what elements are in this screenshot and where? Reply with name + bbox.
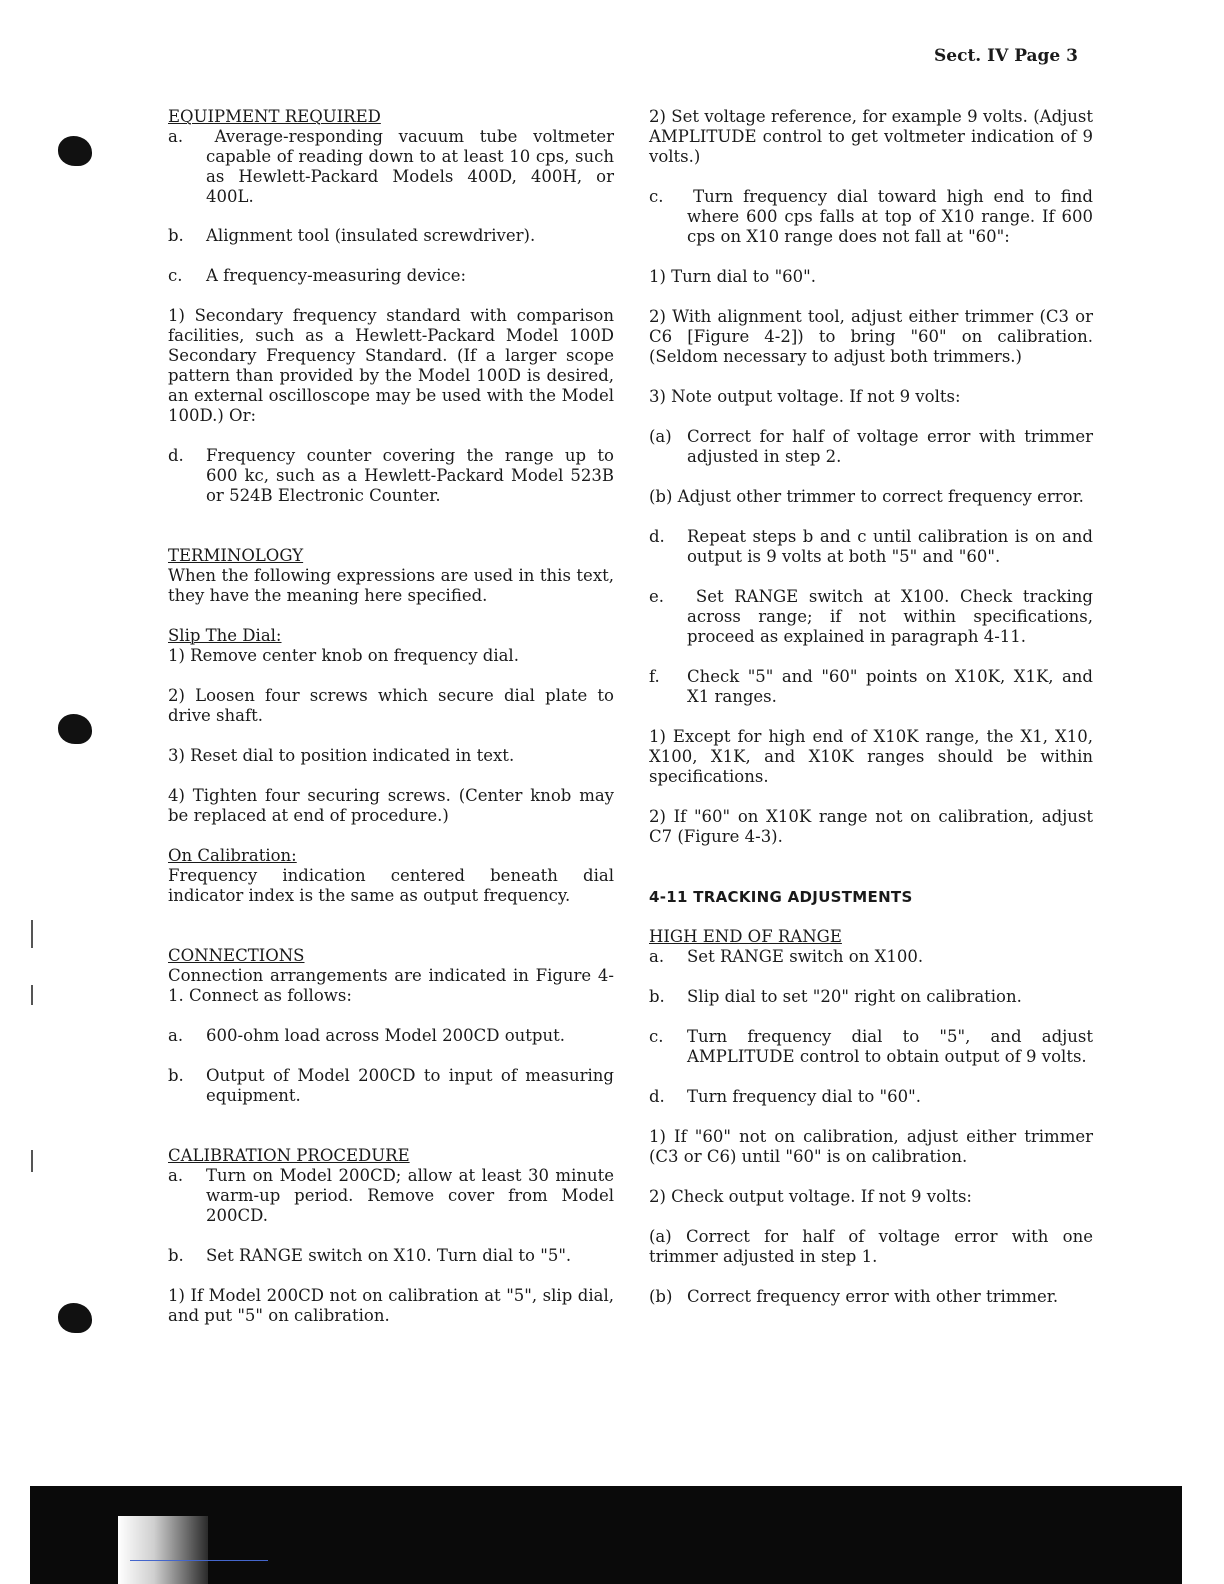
tracking-item-a: a. Set RANGE switch on X100. [649,947,924,966]
calibration-item-a: a. Turn on Model 200CD; allow at least 30 minute warm-up period. Remove cover from Model 200CD. [168,1166,614,1225]
connections-intro: Connection arrangements are indicated in Figure 4-1. Connect as follows: [168,966,614,1005]
slip-step-1: 1) Remove center knob on frequency dial. [168,646,519,665]
tracking-item-d1: 1) If "60" not on calibration, adjust either trimmer (C3 or C6) until "60" is on calibration. [649,1127,1093,1166]
tracking-item-d2b: (b) Correct frequency error with other trimmer. [649,1287,1059,1306]
equipment-heading: EQUIPMENT REQUIRED [168,107,381,126]
equipment-item-b: b. Alignment tool (insulated screwdriver). [168,226,536,245]
tracking-item-d: d. Turn frequency dial to "60". [649,1087,921,1106]
connections-heading: CONNECTIONS [168,946,305,965]
tracking-item-d2a: (a) Correct for half of voltage error with one trimmer adjusted in step 1. [649,1227,1093,1266]
equipment-item-d: d. Frequency counter covering the range up to 600 kc, such as a Hewlett-Packard Model 523B or 524B Electronic Counter. [168,446,614,505]
scan-mark [31,985,33,1005]
binder-hole-top [58,136,92,166]
step-e: e. Set RANGE switch at X100. Check tracking across range; if not within specifications, proceed as explained in paragraph 4-11. [649,587,1093,646]
left-column [168,107,614,1326]
connections-item-a: a. 600-ohm load across Model 200CD output. [168,1026,565,1045]
tracking-item-b: b. Slip dial to set "20" right on calibration. [649,987,1022,1006]
tracking-item-d2: 2) Check output voltage. If not 9 volts: [649,1187,972,1206]
step-c3: 3) Note output voltage. If not 9 volts: [649,387,961,406]
calibration-item-b: b. Set RANGE switch on X10. Turn dial to "5". [168,1246,572,1265]
step-c1: 1) Turn dial to "60". [649,267,816,286]
tracking-item-c: c. Turn frequency dial to "5", and adjust AMPLITUDE control to obtain output of 9 volts. [649,1027,1093,1066]
step-c2: 2) With alignment tool, adjust either trimmer (C3 or C6 [Figure 4-2]) to bring "60" on calibration. (Seldom necessary to adjust both trimmers.) [649,307,1093,366]
step-f2: 2) If "60" on X10K range not on calibration, adjust C7 (Figure 4-3). [649,807,1093,846]
step-c3b: (b) Adjust other trimmer to correct frequency error. [649,487,1084,506]
high-end-heading: HIGH END OF RANGE [649,927,842,946]
on-calibration-heading: On Calibration: [168,846,297,865]
connections-item-b: b. Output of Model 200CD to input of measuring equipment. [168,1066,614,1105]
binder-hole-bottom [58,1303,92,1333]
scan-mark [31,920,33,948]
step-c: c. Turn frequency dial toward high end to find where 600 cps falls at top of X10 range. If 600 cps on X10 range does not fall at "60": [649,187,1093,246]
tracking-heading: 4-11 TRACKING ADJUSTMENTS [649,888,913,906]
terminology-intro: When the following expressions are used in this text, they have the meaning here specified. [168,566,614,605]
page-header: Sect. IV Page 3 [934,46,1078,66]
scan-border-fade [118,1516,208,1584]
slip-step-4: 4) Tighten four securing screws. (Center knob may be replaced at end of procedure.) [168,786,614,825]
step-d: d. Repeat steps b and c until calibration is on and output is 9 volts at both "5" and "60". [649,527,1093,566]
on-calibration-text: Frequency indication centered beneath dial indicator index is the same as output frequency. [168,866,614,905]
equipment-item-c1: 1) Secondary frequency standard with comparison facilities, such as a Hewlett-Packard Model 100D Secondary Frequency Standard. (If a larger scope pattern than provided by the Model 100D is desired, an external oscilloscope may be used with the Model 100D.) Or: [168,306,614,425]
step-f1: 1) Except for high end of X10K range, the X1, X10, X100, X1K, and X10K ranges should be within specifications. [649,727,1093,786]
calibration-heading: CALIBRATION PROCEDURE [168,1146,410,1165]
terminology-heading: TERMINOLOGY [168,546,304,565]
calibration-item-b1: 1) If Model 200CD not on calibration at "5", slip dial, and put "5" on calibration. [168,1286,614,1325]
equipment-item-a: a. Average-responding vacuum tube voltmeter capable of reading down to at least 10 cps, such as Hewlett-Packard Models 400D, 400H, or 400L. [168,127,614,206]
slip-dial-heading: Slip The Dial: [168,626,282,645]
step-c3a: (a) Correct for half of voltage error with trimmer adjusted in step 2. [649,427,1093,466]
step-b2: 2) Set voltage reference, for example 9 volts. (Adjust AMPLITUDE control to get voltmeter indication of 9 volts.) [649,107,1093,166]
scan-border-line [130,1560,268,1561]
scan-mark [31,1150,33,1172]
binder-hole-middle [58,714,92,744]
step-f: f. Check "5" and "60" points on X10K, X1K, and X1 ranges. [649,667,1093,706]
slip-step-2: 2) Loosen four screws which secure dial plate to drive shaft. [168,686,614,725]
slip-step-3: 3) Reset dial to position indicated in text. [168,746,515,765]
right-column [649,107,1093,1307]
equipment-item-c: c. A frequency-measuring device: [168,266,467,285]
